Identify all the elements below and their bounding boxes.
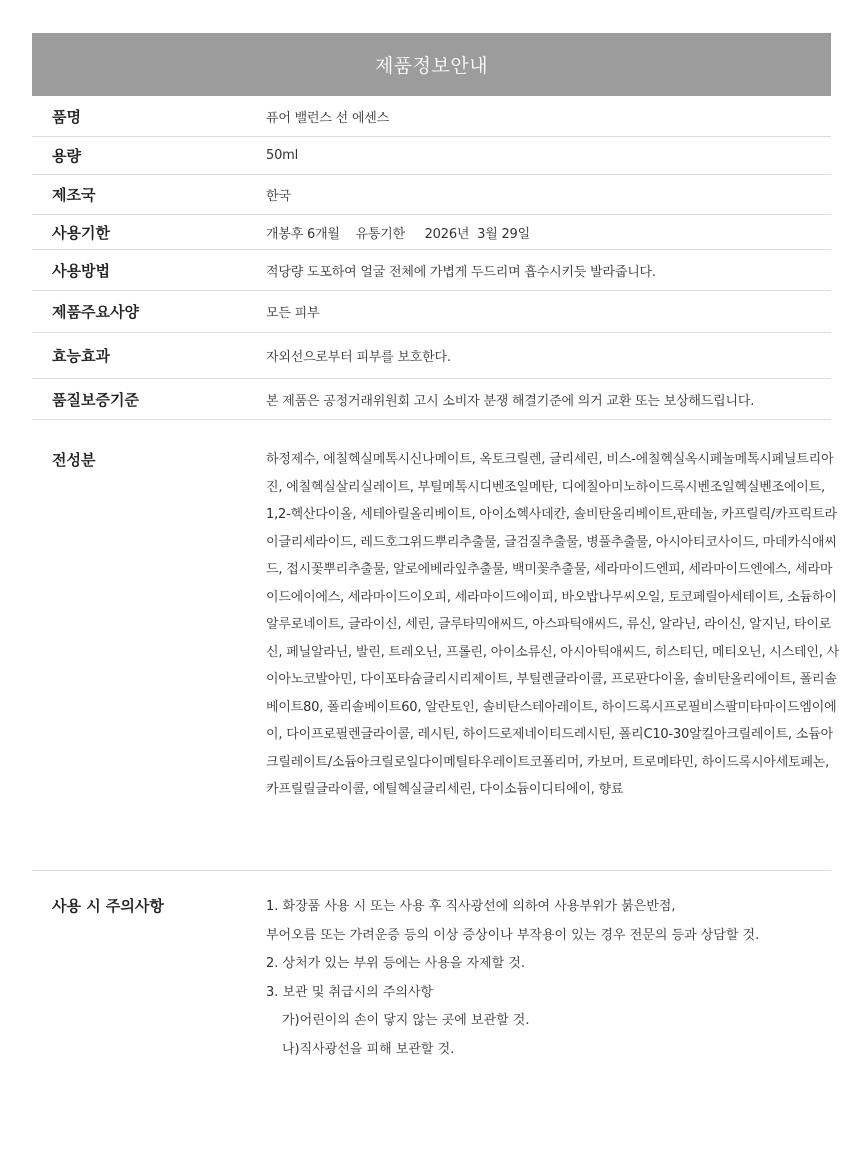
label-country: 제조국 xyxy=(52,186,96,204)
page-title: 제품정보안내 xyxy=(374,55,489,77)
value-quality: 본 제품은 공정거래위원회 고시 소비자 분쟁 해결기준에 의거 교환 또는 보상해드립니다. xyxy=(266,393,755,409)
caution-subline: 가)어린이의 손이 닿지 않는 곳에 보관할 것. xyxy=(282,1013,530,1028)
caution-line: 2. 상처가 있는 부위 등에는 사용을 자제할 것. xyxy=(266,956,525,971)
label-volume: 용량 xyxy=(52,147,81,165)
row-caution xyxy=(32,871,831,1111)
value-spec: 모든 피부 xyxy=(266,306,320,321)
caution-list xyxy=(266,893,841,1064)
label-product-name: 품명 xyxy=(52,107,81,126)
caution-subline: 나)직사광선을 피해 보관할 것. xyxy=(282,1041,455,1057)
value-country: 한국 xyxy=(266,189,291,204)
header-bar xyxy=(32,33,831,96)
row-efficacy xyxy=(32,333,831,379)
value-ingredients: 하정제수, 에칠헥실메톡시신나메이트, 옥토크릴렌, 글리세린, 비스-에칠헥실옥시페놀메톡시페닐트리아진, 에칠헥실살리실레이트, 부틸메톡시디벤조일메탄, 디에칠아미노하이드록시벤조일헥실벤조에이트, 1,2-헥산다이올, 세테아릴올리베이트, 아이소헥사데칸, 솔비탄올리베이트,판테놀, 카프릴릭/카프릭트라이글리세라이드, 레드호그위드뿌리추출물, 글검질추출물, 병풀추출물, 아시아티코사이드, 마데카식애씨드, 접시꽃뿌리추출물, 알로에베라잎추출물, 백미꽃추출물, 세라마이드엔피, 세라마이드엔에스, 세라마이드에이에스, 세라마이드이오피, 세라마이드에이피, 바오밥나무씨오일, 토코페릴아세테이트, 소듐하이알루로네이트, 글라이신, 세린, 글루타믹애씨드, 아스파틱애씨드, 류신, 알라닌, 라이신, 알지닌, 타이로신, 페닐알라닌, 발린, 트레오닌, 프롤린, 아이소류신, 아시아틱애씨드, 히스티딘, 메티오닌, 시스테인, 사이아노코발아민, 다이포타슘글리시리제이트, 부틸렌글라이콜, 프로판다이올, 솔비탄올리에이트, 폴리솔베이트80, 폴리솔베이트60, 알란토인, 솔비탄스테아레이트, 하이드록시프로필비스팔미타마이드엠이에이, 다이프로필렌글라이콜, 레시틴, 하이드로제네이티드레시틴, 폴리C10-30알킬아크릴레이트, 소듐아크릴레이트/소듐아크릴로일다이메틸타우레이트코폴리머, 카보머, 트로메타민, 하이드록시아세토페논, 카프릴릴글라이콜, 에틸헥실글리세린, 다이소듐이디티에이, 향료 xyxy=(266,452,839,797)
value-efficacy: 자외선으로부터 피부를 보호한다. xyxy=(266,350,451,365)
value-expiry: 개봉후 6개월 유통기한 2026년 3월 29일 xyxy=(266,226,530,242)
label-usage: 사용방법 xyxy=(52,261,110,280)
label-quality: 품질보증기준 xyxy=(52,390,139,409)
row-quality xyxy=(32,379,831,420)
row-expiry xyxy=(32,215,831,250)
caution-line: 3. 보관 및 취급시의 주의사항 xyxy=(266,984,434,1000)
row-volume xyxy=(32,137,831,175)
label-spec: 제품주요사양 xyxy=(52,303,139,321)
caution-line: 부어오름 또는 가려운증 등의 이상 증상이나 부작용이 있는 경우 전문의 등과 상담할 것. xyxy=(266,927,760,943)
row-product-name xyxy=(32,96,831,137)
label-caution: 사용 시 주의사항 xyxy=(52,897,164,915)
caution-line: 1. 화장품 사용 시 또는 사용 후 직사광선에 의하여 사용부위가 붉은반점, xyxy=(266,899,676,914)
label-expiry: 사용기한 xyxy=(52,223,110,242)
row-ingredients xyxy=(32,420,839,871)
label-efficacy: 효능효과 xyxy=(52,347,110,365)
label-ingredients: 전성분 xyxy=(52,451,96,469)
row-spec xyxy=(32,291,831,333)
product-info-sheet xyxy=(32,33,839,1111)
value-product-name: 퓨어 밸런스 선 에센스 xyxy=(266,110,390,126)
value-usage: 적당량 도포하여 얼굴 전체에 가볍게 두드리며 흡수시키듯 발라줍니다. xyxy=(266,264,656,280)
row-usage xyxy=(32,250,831,291)
row-country xyxy=(32,175,831,215)
value-volume: 50ml xyxy=(266,148,299,163)
